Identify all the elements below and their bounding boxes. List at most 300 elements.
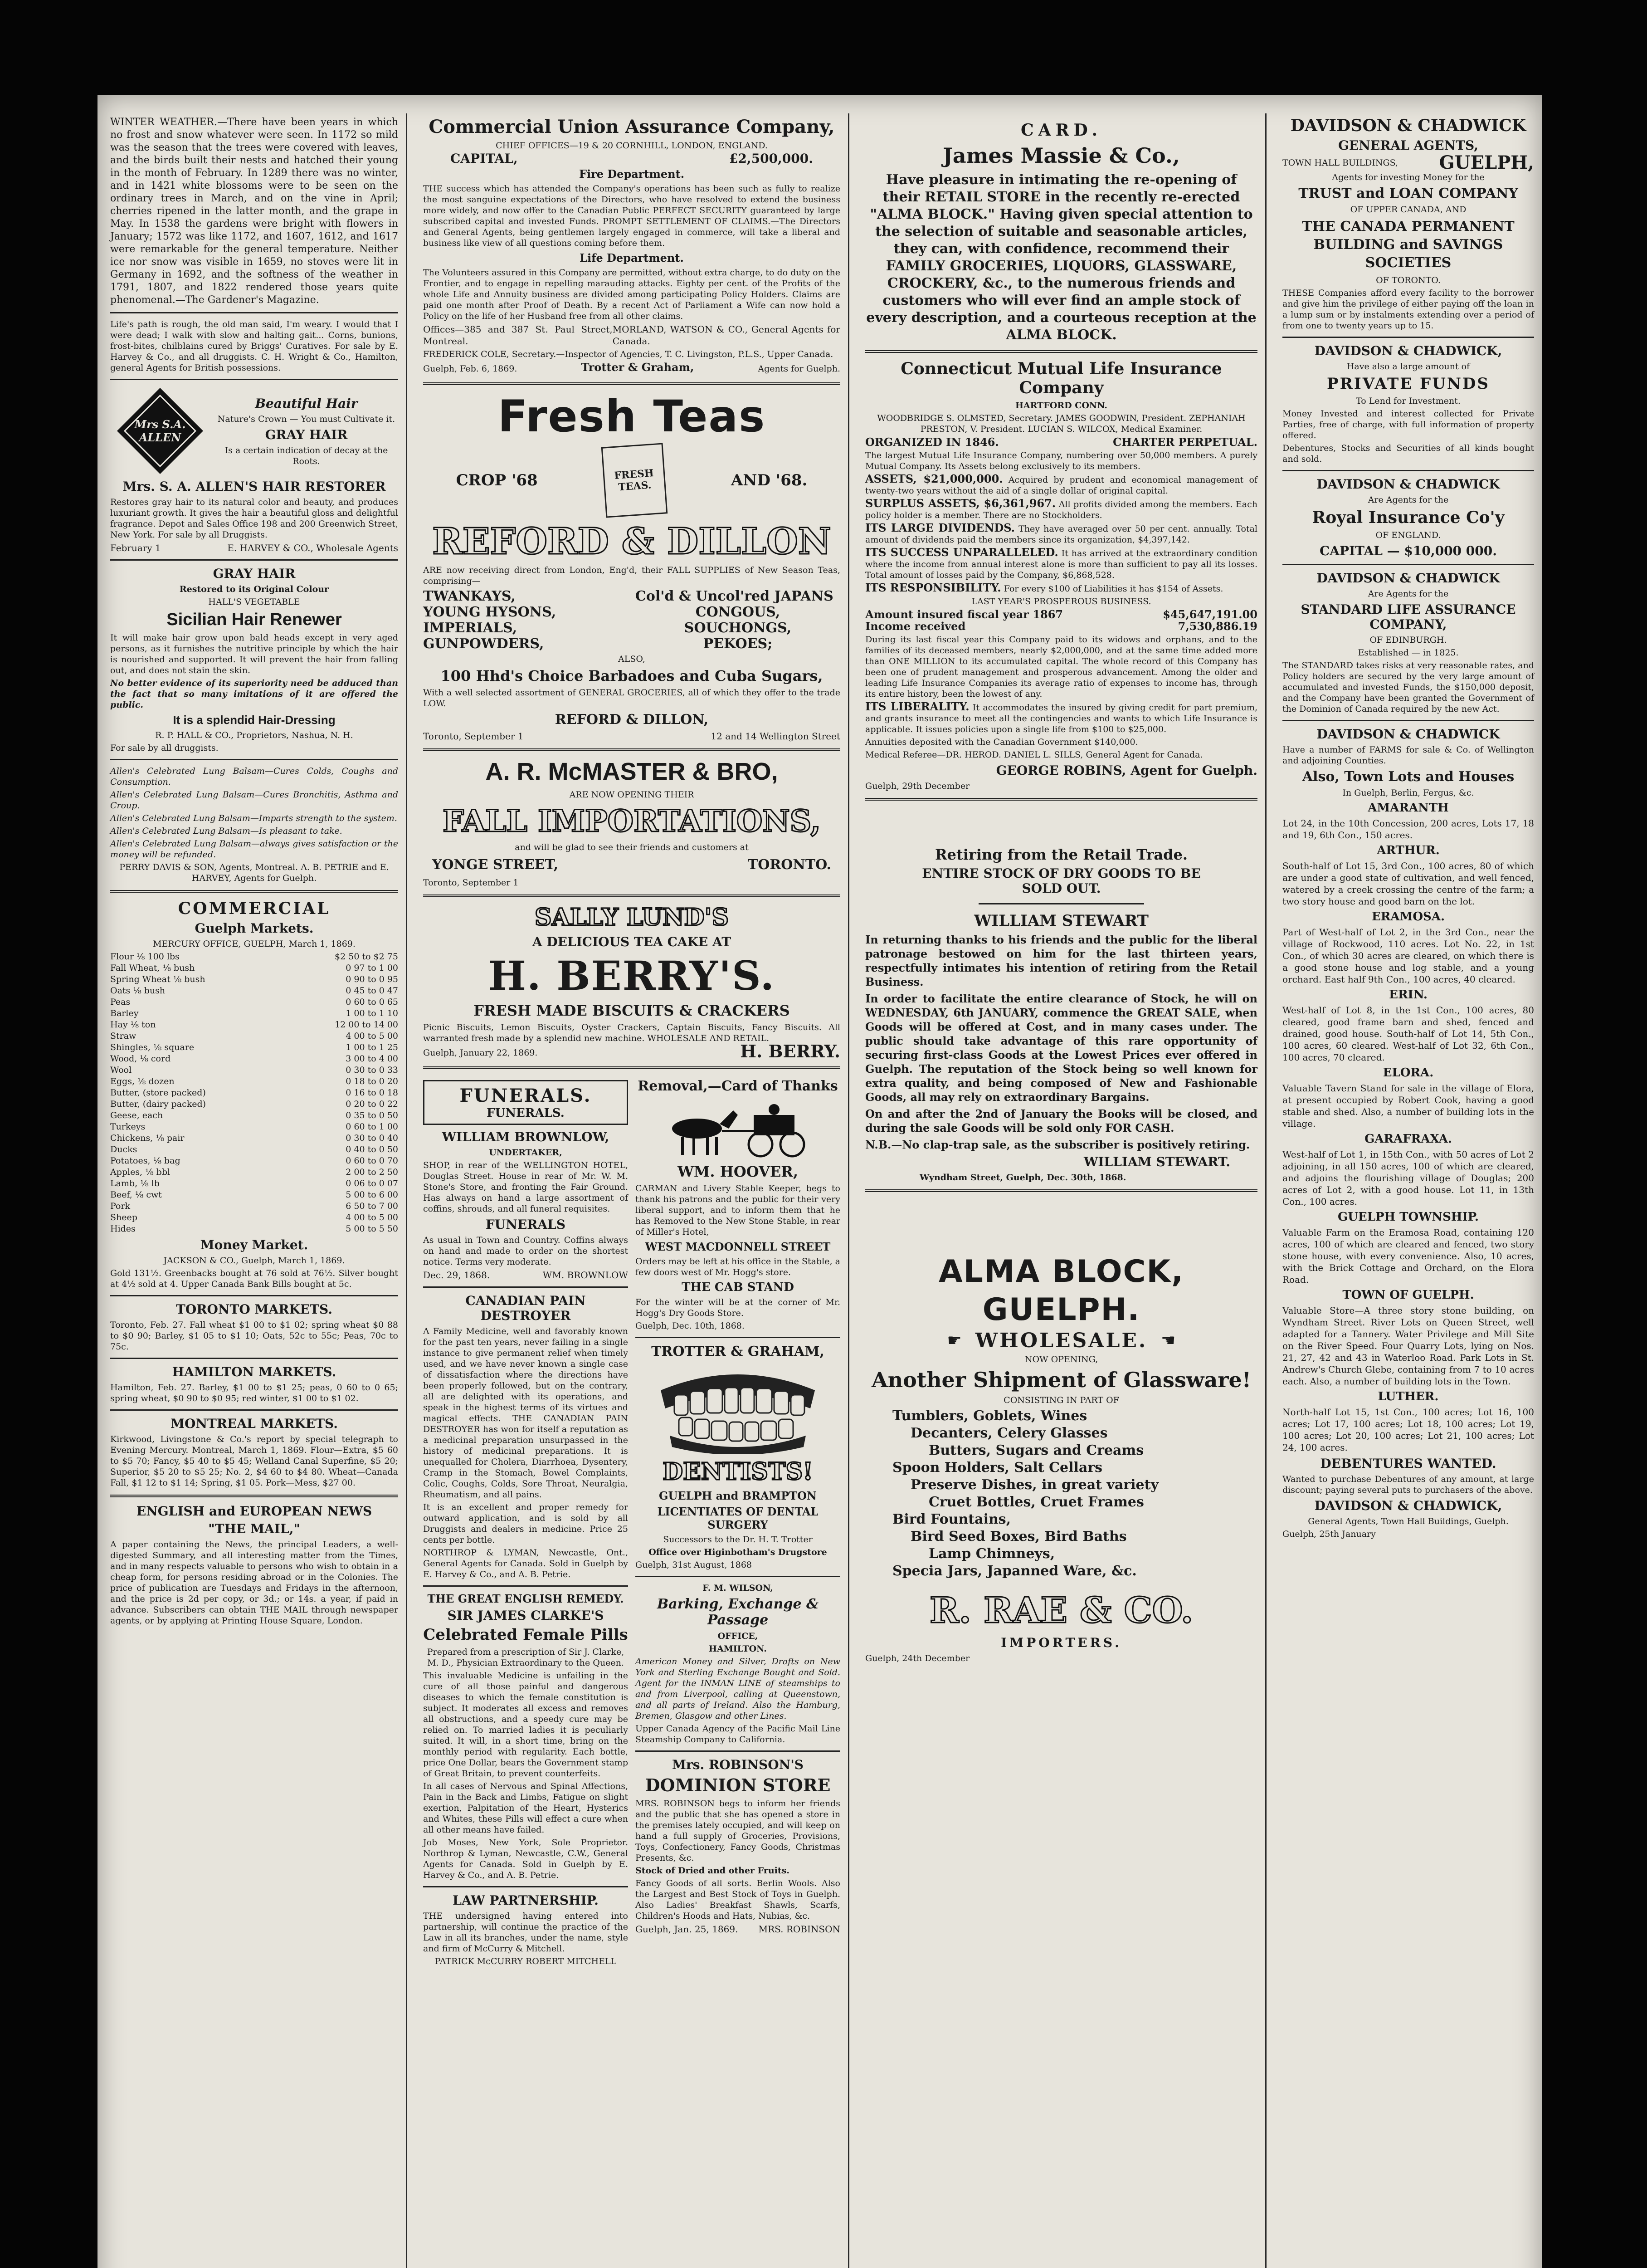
wilson-name: F. M. WILSON, (702, 1583, 773, 1593)
briggs-ad: Life's path is rough, the old man said, I'm weary. I would that I were dead; I walk with slow and halting gait... Corns, bunions, frost-bites, chilblains cured by Briggs' Curatives. For sale by E. Harvey & Co., and all druggists. C. H. Wright & Co., Hamilton, general Agents for British possessions. (110, 319, 398, 373)
mutual-title: Connecticut Mutual Life Insurance Company (901, 359, 1222, 397)
divider (423, 894, 840, 897)
fire-department-title: Fire Department. (579, 167, 685, 181)
reford-address: 12 and 14 Wellington Street (711, 731, 840, 742)
private-funds: PRIVATE FUNDS (1327, 375, 1490, 393)
dc-address-row (1282, 152, 1534, 173)
brownlow-footer (423, 1269, 628, 1281)
glassware-item: Spoon Holders, Salt Cellars (892, 1460, 1103, 1476)
robinson-date: Guelph, Jan. 25, 1869. (635, 1924, 738, 1935)
dentists-date: Guelph, 31st August, 1868 (635, 1560, 752, 1570)
divider (110, 1358, 398, 1359)
market-item: Oats ⅛ bush (110, 986, 166, 996)
divider (110, 890, 398, 893)
township-text: Part of West-half of Lot 2, in the 3rd Con., near the village of Rockwood, 110 acres. Lot No. 22, in 1st Con., of which 30 acres are cleared, on which there is a good stone house and log stable, and a young orchard. East half 9th Con., 100 acres, 40 cleared. (1282, 927, 1534, 985)
mutual-officers: WOODBRIDGE S. OLMSTED, Secretary. JAMES GOODWIN, President. ZEPHANIAH PRESTON, V. President. LUCIAN S. WILCOX, Medical Examiner. (877, 413, 1246, 434)
divider (423, 1066, 840, 1069)
law-text: THE undersigned having entered into partnership, will continue the practice of the Law in all its branches, under the name, style and firm of McCurry & Mitchell. (423, 1911, 628, 1954)
dentists-licentiates: LICENTIATES OF DENTAL SURGERY (657, 1505, 819, 1531)
debentures: Debentures, Stocks and Securities of all kinds bought and sold. (1282, 443, 1534, 464)
township-list (1282, 801, 1534, 1453)
funerals-box (423, 1080, 628, 1125)
berry-sign: H. BERRY. (740, 1041, 840, 1061)
tea-item: PEKOES; (703, 636, 773, 652)
of-toronto: OF TORONTO. (1376, 275, 1441, 285)
guelph-markets-subtitle: MERCURY OFFICE, GUELPH, March 1, 1869. (153, 939, 356, 949)
market-item: Chickens, ⅛ pair (110, 1133, 185, 1143)
stewart-text: In returning thanks to his friends and the public for the liberal patronage bestowed on him for the last thirteen years, respectfully intimates his intention of retiring from the Retail Business. (865, 933, 1257, 988)
dc3-text: Are Agents for the (1368, 495, 1449, 505)
market-item: Pork (110, 1201, 131, 1211)
market-item: Geese, each (110, 1110, 163, 1120)
stewart-location: Wyndham Street, Guelph, Dec. 30th, 1868. (920, 1173, 1126, 1183)
market-price: 0 60 to 0 70 (346, 1156, 398, 1166)
toronto-markets-title: TORONTO MARKETS. (176, 1302, 332, 1317)
column-2 (415, 113, 848, 2268)
tea-list (423, 588, 840, 652)
brownlow-text: SHOP, in rear of the WELLINGTON HOTEL, Douglas Street. House in rear of Mr. W. M. Stone's Store, and fronting the Fair Ground. Has always on hand a large assortment of coffins, shrouds, and all funeral requisites. (423, 1160, 628, 1214)
berry-date: Guelph, January 22, 1869. (423, 1048, 538, 1058)
commercial-title: COMMERCIAL (178, 899, 331, 918)
liberality-text: It accommodates the insured by giving credit for part premium, and grants insurance to meet all the contingencies and wants to which Life Insurance is applicable. It issues policies upon a single life from $100 to $25,000. (865, 703, 1258, 734)
market-row (110, 951, 398, 963)
market-price: 4 00 to 5 00 (346, 1031, 398, 1041)
charter: CHARTER PERPETUAL. (1113, 435, 1257, 449)
crop-row (423, 445, 840, 516)
allen-restorer-title: Mrs. S. A. ALLEN'S HAIR RESTORER (122, 479, 386, 494)
market-price: 0 06 to 0 07 (346, 1178, 398, 1188)
mail-title: ENGLISH and EUROPEAN NEWS (136, 1504, 372, 1519)
township-name: ELORA. (1383, 1066, 1434, 1080)
stewart-text-2: In order to facilitate the entire clearance of Stock, he will on WEDNESDAY, 6th JANUARY, commence the GREAT SALE, when Goods will be offered at Cost, and in many cases under. The public should take advantage of this rare opportunity of securing first-class Goods at the Lowest Prices ever offered in Guelph. The reputation of the Stock being so well known for extra quality, and being composed of New and Fashionable Goods, all may rely on extraordinary Bargains. (865, 992, 1257, 1104)
township-text: North-half Lot 15, 1st Con., 100 acres; Lot 16, 100 acres; Lot 17, 100 acres; Lot 18, 100 acres; Lot 19, 100 acres; Lot 20, 100 acres; Lot 21, 100 acres; Lot 24, 100 acres. (1282, 1407, 1534, 1453)
royal-insurance: Royal Insurance Co'y (1312, 508, 1505, 527)
tea-item: YOUNG HYSONS, (423, 604, 556, 620)
robinson-title: Mrs. ROBINSON'S (672, 1757, 804, 1772)
removal-title: Removal,—Card of Thanks (638, 1078, 838, 1094)
success-label: ITS SUCCESS UNPARALLELED. (865, 546, 1058, 559)
market-row (110, 1008, 398, 1019)
township-name: ERIN. (1389, 988, 1428, 1002)
market-row (110, 963, 398, 974)
mail-text: A paper containing the News, the principal Leaders, a well-digested Summary, and all interesting matter from the Times, and in many respects valuable to persons who wish to obtain in a cheap form, for persons residing abroad or in the Colonies. The price of publication are Tuesdays and Fridays in the afternoon, and the price is 2d per copy, or 3d.; or 14s. a year, if paid in advance. Subscribers can obtain THE MAIL through newspaper agents, or by applying at Printing House Square, London. (110, 1540, 398, 1626)
divider (865, 350, 1257, 353)
mcmaster-title: A. R. McMASTER & BRO, (485, 758, 778, 785)
fire-text: THE success which has attended the Company's operations has been such as fully to realize the most sanguine expectations of the Directors, who have resolved to extend the business more widely, and now offer to the Canadian Public PERFECT SECURITY guaranteed by large subscribed capital and invested Funds. PROMPT SETTLEMENT OF CLAIMS.—The Directors and General Agents, being gentlemen largely engaged in commerce, will take a liberal and business like view of all questions coming before them. (423, 184, 840, 248)
market-price: $2 50 to $2 75 (335, 952, 398, 962)
divider (110, 559, 398, 561)
balsam-line: Allen's Celebrated Lung Balsam—Imparts strength to the system. (110, 813, 397, 823)
female-pills-text: This invaluable Medicine is unfailing in the cure of all those painful and dangerous diseases to which the female constitution is subject. It moderates all excess and removes all obstructions, and a speedy cure may be relied on. To married ladies it is peculiarly suited. It will, in a short time, bring on the monthly period with regularity. Each bottle, price One Dollar, bears the Government stamp of Great Britain, to prevent counterfeits. (423, 1671, 628, 1779)
township-text: Valuable Store—A three story stone building, on Wyndham Street. River Lots on Queen Street, well adapted for a Tannery. Water Privilege and Mill Site on the River Speed. Four Quarry Lots, lying on Nos. 21, 27, 42 and 43 in Waterloo Road. Park Lots in St. Andrew's Church Glebe, containing from 7 to 10 acres each. Also, a number of building lots in the Town. (1282, 1305, 1534, 1387)
sicilian-dressing: It is a splendid Hair-Dressing (173, 713, 336, 727)
market-row (110, 1144, 398, 1155)
newspaper-page (97, 95, 1542, 2268)
hoover-text-2: Orders may be left at his office in the Stable, a few doors west of Mr. Hogg's store. (635, 1256, 840, 1277)
tea-chest-image (601, 443, 668, 518)
township-name: LUTHER. (1378, 1390, 1439, 1403)
robinson-stock: Stock of Dried and other Fruits. (635, 1866, 789, 1876)
reford-title: REFORD & DILLON (432, 520, 831, 562)
market-row (110, 1065, 398, 1076)
divider (110, 379, 398, 380)
gray-hair-title: GRAY HAIR (265, 427, 348, 442)
allen-agent: E. HARVEY & CO., Wholesale Agents (227, 543, 398, 553)
market-item: Barley (110, 1008, 139, 1018)
market-item: Ducks (110, 1144, 137, 1154)
also-label: ALSO, (618, 654, 645, 664)
town-lots: Also, Town Lots and Houses (1302, 769, 1515, 785)
dc5-title: DAVIDSON & CHADWICK (1316, 727, 1500, 742)
market-price: 1 00 to 1 10 (346, 1008, 398, 1018)
balsam-line: Allen's Celebrated Lung Balsam—Cures Bronchitis, Asthma and Croup. (110, 790, 398, 811)
mcmaster-address (423, 855, 840, 875)
insurance-trotter: Trotter & Graham, (581, 361, 694, 374)
divider (1282, 337, 1534, 338)
balsam-line: Allen's Celebrated Lung Balsam—Is pleasant to take. (110, 826, 342, 836)
market-item: Sheep (110, 1212, 137, 1222)
dentists-successors: Successors to the Dr. H. T. Trotter (663, 1535, 813, 1545)
glassware-item: Specia Jars, Japanned Ware, &c. (892, 1563, 1137, 1579)
balsam-agents: PERRY DAVIS & SON, Agents, Montreal. A. B. PETRIE and E. HARVEY, Agents for Guelph. (119, 862, 389, 883)
market-item: Wood, ⅛ cord (110, 1054, 171, 1064)
hoover-text: CARMAN and Livery Stable Keeper, begs to thank his patrons and the public for their very liberal support, and to inform them that he has Removed to the New Stone Stable, in rear of Miller's Hotel, (635, 1183, 840, 1237)
dc-guelph: GUELPH, (1439, 152, 1534, 173)
fall-importations: FALL IMPORTATIONS, (443, 803, 821, 839)
divider (1282, 564, 1534, 565)
crop-left: CROP '68 (456, 471, 538, 489)
reford-footer (423, 730, 840, 742)
market-item: Eggs, ⅛ dozen (110, 1076, 175, 1086)
organized: ORGANIZED IN 1846. (865, 435, 999, 449)
robinson-text-2: Fancy Goods of all sorts. Berlin Wools. Also the Largest and Best Stock of Toys in Guelph. Also Ladies' Breakfast Shawls, Scarfs, Children's Hoods and Hats, Nubias, &c. (635, 1878, 840, 1921)
dc5-text: Have a number of FARMS for sale & Co. of Wellington and adjoining Counties. (1282, 745, 1534, 766)
divider (1282, 720, 1534, 721)
dividends-label: ITS LARGE DIVIDENDS. (865, 521, 1015, 534)
beautiful-hair-title: Beautiful Hair (255, 396, 358, 411)
income-row (865, 621, 1257, 632)
glassware-title: Another Shipment of Glassware! (872, 1368, 1251, 1392)
stewart-nb: N.B.—No clap-trap sale, as the subscriber is positively retiring. (865, 1138, 1250, 1151)
market-price: 0 30 to 0 33 (346, 1065, 398, 1075)
funerals-heading: FUNERALS. (459, 1085, 592, 1106)
last-years: LAST YEAR'S PROSPEROUS BUSINESS. (971, 596, 1151, 606)
pain-destroyer-agents: NORTHROP & LYMAN, Newcastle, Ont., General Agents for Canada. Sold in Guelph by E. Harvey & Co., and A. B. Petrie. (423, 1548, 628, 1579)
insured-row (865, 609, 1257, 621)
divider (979, 903, 1144, 904)
standard-text: The STANDARD takes risks at very reasonable rates, and Policy holders are secured by the very large amount of accumulated and invested Funds, the $150,000 deposit, and the Company have been granted the Government of the Dominion of Canada required by the new Act. (1282, 660, 1534, 714)
assets-label: ASSETS, $21,000,000. (865, 472, 1003, 485)
market-row (110, 1019, 398, 1031)
market-item: Spring Wheat ⅛ bush (110, 974, 205, 984)
trust-loan: TRUST and LOAN COMPANY (1298, 186, 1518, 201)
tea-item: CONGOUS, (695, 604, 780, 620)
insured-label: Amount insured fiscal year 1867 (865, 608, 1063, 621)
market-row (110, 1099, 398, 1110)
pointing-hand-right-icon: ☛ (1161, 1331, 1176, 1350)
dentists-title: DENTISTS! (663, 1458, 813, 1486)
market-price: 0 18 to 0 20 (346, 1076, 398, 1086)
stewart-sign: WILLIAM STEWART. (1083, 1154, 1230, 1169)
biscuits-text: Picnic Biscuits, Lemon Biscuits, Oyster Crackers, Captain Biscuits, Fancy Biscuits. All warranted fresh made by a splendid new machine. WHOLESALE AND RETAIL. (423, 1022, 840, 1043)
beautiful-hair-subtitle: Nature's Crown — You must Cultivate it. (217, 414, 395, 424)
balsam-line: Allen's Celebrated Lung Balsam—Cures Colds, Coughs and Consumption. (110, 766, 398, 787)
insurance-date: Guelph, Feb. 6, 1869. (423, 364, 517, 374)
consisting-label: CONSISTING IN PART OF (1004, 1395, 1119, 1405)
invest-sub: To Lend for Investment. (1356, 396, 1461, 406)
pain-destroyer-text: A Family Medicine, well and favorably known for the past ten years, never failing in a single instance to give permanent relief when timely used, and we have never known a single case of dissatisfaction where the directions have been properly followed, but on the contrary, all are delighted with its operations, and speak in the highest terms of its virtues and magical effects. THE CANADIAN PAIN DESTROYER has won for itself a reputation as a medicinal preparation unsurpassed in the history of medicinal preparations. It is unequalled for Cholera, Diarrhoea, Dysentery, Cramp in the Stomach, Bowel Complaints, Colic, Coughs, Colds, Sore Throat, Neuralgia, Rheumatism, and all pains. (423, 1326, 628, 1500)
township-text: South-half of Lot 15, 3rd Con., 100 acres, 80 of which are under a good state of cultivation, and well fenced, watered by a creek crossing the centre of the farm; a two story house and good barn on the lot. (1282, 860, 1534, 907)
insurance-offices: CHIEF OFFICES—19 & 20 CORNHILL, LONDON, ENGLAND. (496, 141, 768, 151)
gray-hair-subtitle: Is a certain indication of decay at the Roots. (224, 445, 388, 466)
income-label: Income received (865, 620, 966, 633)
success-text: It has arrived at the extraordinary condition where the income from annual interest alone is more than sufficient to pay all its losses. Total amount of losses paid by the Company, $6,868,528. (865, 548, 1257, 580)
col2-right (635, 1075, 840, 1969)
brownlow-sign: WM. BROWNLOW (542, 1270, 628, 1281)
berrys-title: H. BERRY'S. (488, 952, 775, 999)
market-item: Peas (110, 997, 131, 1007)
market-price: 4 00 to 5 00 (346, 1212, 398, 1222)
divider (865, 1189, 1257, 1192)
canada-permanent: THE CANADA PERMANENT BUILDING and SAVINGS SOCIETIES (1302, 219, 1515, 271)
market-row (110, 1223, 398, 1235)
yonge-street: YONGE STREET, (432, 857, 559, 873)
sicilian-emphasis: No better evidence of its superiority need be adduced than the fact that so many imitations of it are offered the public. (110, 678, 398, 710)
mutual-body: During its last fiscal year this Company paid to its widows and orphans, and to the families of its deceased members, nearly $2,000,000, and at the same time added more than ONE MILLION to its accumulated capital. The whole record of this Company has been one of prudent management and prosperous advancement. Among the older and leading Life Insurance Companies its average ratio of expenses to income has, through its entire history, been the lowest of any. (865, 635, 1257, 699)
robinson-sign: MRS. ROBINSON (758, 1924, 840, 1935)
market-row (110, 1189, 398, 1201)
divider (110, 759, 398, 760)
assets-text: Acquired by prudent and economical management of twenty-two years without the aid of a single dollar of original capital. (865, 475, 1257, 496)
clarke-title: SIR JAMES CLARKE'S (447, 1608, 604, 1623)
brownlow-text-2: As usual in Town and Country. Coffins always on hand and made to order on the shortest notice. Terms very moderate. (423, 1235, 628, 1267)
gray-hair-2-title: GRAY HAIR (213, 566, 296, 581)
column-3 (857, 113, 1266, 2268)
market-item: Butter, (store packed) (110, 1088, 206, 1098)
market-price: 2 00 to 2 50 (346, 1167, 398, 1177)
town-lots-sub: In Guelph, Berlin, Fergus, &c. (1342, 788, 1474, 798)
hoover-date: Guelph, Dec. 10th, 1868. (635, 1321, 745, 1331)
glassware-item: Cruet Bottles, Cruet Frames (929, 1494, 1144, 1510)
divider (110, 1495, 398, 1497)
money-invested: Money Invested and interest collected for Private Parties, free of charge, with full information of property offered. (1282, 409, 1534, 440)
market-price: 5 00 to 6 00 (346, 1190, 398, 1200)
col2-split (423, 1075, 840, 1969)
tea-item: IMPERIALS, (423, 620, 517, 636)
market-row (110, 974, 398, 985)
dc3-title: DAVIDSON & CHADWICK (1316, 477, 1500, 492)
mail-subtitle: "THE MAIL," (208, 1521, 300, 1536)
balsam-line: Allen's Celebrated Lung Balsam—always gives satisfaction or the money will be refunded. (110, 839, 398, 860)
biscuits-title: FRESH MADE BISCUITS & CRACKERS (473, 1002, 790, 1019)
halls-label: HALL'S VEGETABLE (208, 597, 300, 607)
tea-item: Col'd & Uncol'red JAPANS (635, 588, 833, 604)
market-price: 0 40 to 0 50 (346, 1144, 398, 1154)
insured-value: $45,647,191.00 (1163, 608, 1257, 621)
glassware-item: Bird Fountains, (892, 1511, 1011, 1527)
divider (1282, 470, 1534, 471)
hoover-title: WM. HOOVER, (677, 1163, 798, 1180)
wholesale-row (865, 1329, 1257, 1352)
insurance-title: Commercial Union Assurance Company, (429, 116, 835, 137)
montreal-markets-title: MONTREAL MARKETS. (170, 1416, 338, 1431)
market-price: 0 60 to 0 65 (346, 997, 398, 1007)
tea-item: TWANKAYS, (423, 588, 516, 604)
hhds-line: 100 Hhd's Choice Barbadoes and Cuba Sugars, (440, 667, 823, 684)
crop-right: AND '68. (731, 471, 808, 489)
winter-weather-article: WINTER WEATHER.—There have been years in which no frost and snow whatever were seen. In 1172 so mild was the season that the trees were covered with leaves, and the birds built their nests and hatched their young in the month of February. In 1289 there was no winter, and in 1421 white blossoms were to be seen on the ordinary trees in March, and on the vine in April; cherries ripened in the latter month, and the grape in May. In 1538 the gardens were bright with flowers in January; 1572 was like 1172, and 1607, 1612, and 1617 were remarkable for the general temperature. Neither ice nor snow was visible in 1659, no stoves were lit in Germany in 1692, and the softness of the weather in 1791, 1807, and 1822 rendered those years quite phenomenal.—The Gardener's Magazine. (110, 117, 398, 306)
now-opening: NOW OPENING, (1024, 1354, 1098, 1364)
mcmaster-opening: ARE NOW OPENING THEIR (569, 790, 694, 800)
township-name: AMARANTH (1368, 801, 1449, 815)
cab-stand-title: THE CAB STAND (682, 1281, 794, 1294)
market-price: 6 50 to 7 00 (346, 1201, 398, 1211)
dc2-title: DAVIDSON & CHADWICK, (1314, 343, 1502, 358)
berry-footer (423, 1041, 840, 1061)
massie-text: Have pleasure in intimating the re-opening of their RETAIL STORE in the recently re-erected "ALMA BLOCK." Having given special attention to the selection of suitable and seasonable articles, they can, with confidence, recommend their FAMILY GROCERIES, LIQUORS, GLASSWARE, CROCKERY, &c., to the numerous friends and customers who will ever find an ample stock of every description, and a courteous reception at the ALMA BLOCK. (866, 172, 1257, 343)
female-pills-sub: Prepared from a prescription of Sir J. Clarke, M. D., Physician Extraordinary to the Queen. (427, 1647, 624, 1668)
dividends-text: They have averaged over 50 per cent. annually. Total amount of dividends paid the members since its organization, $4,397,142. (865, 524, 1257, 545)
township-text: Lot 24, in the 10th Concession, 200 acres, Lots 17, 18 and 19, 6th Con., 150 acres. (1282, 818, 1534, 841)
retiring-title: Retiring from the Retail Trade. (935, 846, 1188, 863)
wholesale-label: WHOLESALE. (975, 1329, 1148, 1352)
stewart-title: WILLIAM STEWART (974, 912, 1149, 930)
market-item: Lamb, ⅛ lb (110, 1178, 160, 1188)
market-row (110, 985, 398, 997)
mutual-referee: Medical Referee—DR. HEROD. DANIEL L. SILLS, General Agent for Canada. (865, 750, 1203, 760)
dc-town-hall: TOWN HALL BUILDINGS, (1282, 158, 1398, 168)
entire-stock: ENTIRE STOCK OF DRY GOODS TO BE SOLD OUT. (922, 866, 1201, 896)
market-row (110, 1167, 398, 1178)
of-edinburgh: OF EDINBURGH. (1369, 635, 1447, 645)
life-text: The Volunteers assured in this Company are permitted, without extra charge, to do duty on the Frontier, and to engage in repelling marauding attacks. Eighty per cent. of the Profits of the whole Life and Annuity business are divided among participating Policy Holders. Claims are paid one month after Proof of Death. By a recent Act of Parliament a Wife can now hold a Policy on the life of her Husband free from all other claims. (423, 268, 840, 321)
toronto-label: TORONTO. (747, 857, 831, 873)
tea-cake: A DELICIOUS TEA CAKE AT (532, 934, 731, 949)
funerals-heading-2: FUNERALS. (487, 1106, 565, 1120)
wilson-location: HAMILTON. (709, 1644, 767, 1654)
mutual-date: Guelph, 29th December (865, 781, 970, 791)
sicilian-sale: For sale by all druggists. (110, 743, 219, 753)
divider (110, 1295, 398, 1296)
established: Established — in 1825. (1358, 648, 1459, 658)
sicilian-agent: R. P. HALL & CO., Proprietors, Nashua, N. H. (155, 730, 353, 740)
market-row (110, 1212, 398, 1223)
sicilian-text: It will make hair grow upon bald heads except in very aged persons, as it furnishes the nutritive principle by which the hair is nourished and supported. It will prevent the hair from falling out, and does not stain the skin. (110, 633, 398, 675)
township-name: GUELPH TOWNSHIP. (1338, 1210, 1479, 1224)
brownlow-date: Dec. 29, 1868. (423, 1270, 490, 1281)
rae-title: R. RAE & CO. (929, 1590, 1194, 1631)
market-price: 3 00 to 4 00 (346, 1054, 398, 1064)
market-item: Shingles, ⅛ square (110, 1042, 195, 1052)
pointing-hand-left-icon: ☛ (947, 1331, 962, 1350)
allen-diamond-logo (110, 386, 210, 476)
market-row (110, 1087, 398, 1099)
township-name: TOWN OF GUELPH. (1342, 1288, 1474, 1302)
brownlow-sub: UNDERTAKER, (489, 1148, 562, 1158)
market-price: 5 00 to 5 50 (346, 1224, 398, 1234)
income-value: 7,530,886.19 (1178, 620, 1257, 633)
divider (423, 1886, 628, 1887)
remedy-title: THE GREAT ENGLISH REMEDY. (427, 1592, 624, 1605)
market-item: Hay ⅛ ton (110, 1020, 156, 1030)
glassware-item: Tumblers, Goblets, Wines (892, 1408, 1087, 1424)
dc-date: Guelph, 25th January (1282, 1529, 1376, 1539)
debentures-text: Wanted to purchase Debentures of any amount, at large discount; paying several puts to purchasers of the above. (1282, 1474, 1534, 1495)
glassware-item: Bird Seed Boxes, Bird Baths (911, 1529, 1127, 1545)
divider (635, 1750, 840, 1752)
divider (110, 312, 398, 313)
dentists-location: GUELPH and BRAMPTON (659, 1489, 817, 1502)
sicilian-title: Sicilian Hair Renewer (166, 610, 342, 629)
wilson-text: American Money and Silver, Drafts on New York and Sterling Exchange Bought and Sold. Agent for the INMAN LINE of steamships to and from Liverpool, calling at Queenstown, and all parts of Ireland. Also the Hamburg, Bremen, Glasgow and other Lines. (635, 1657, 840, 1721)
glassware-list (865, 1408, 1257, 1580)
market-row (110, 997, 398, 1008)
pain-destroyer-text-2: It is an excellent and proper remedy for outward application, and is sold by all Druggists and dealers in medicine. Price 25 cents per bottle. (423, 1502, 628, 1545)
market-price: 0 97 to 1 00 (346, 963, 398, 973)
liberality-label: ITS LIBERALITY. (865, 700, 970, 713)
column-1 (102, 113, 406, 2268)
divider (423, 748, 840, 751)
divider (635, 1337, 840, 1338)
law-names: PATRICK McCURRY ROBERT MITCHELL (434, 1956, 617, 1966)
law-title: LAW PARTNERSHIP. (453, 1893, 599, 1908)
allen-ad-header (110, 386, 398, 476)
tea-chest-label: FRESH TEAS. (614, 467, 654, 494)
market-item: Flour ⅛ 100 lbs (110, 952, 180, 962)
divider (865, 798, 1257, 801)
market-price: 0 16 to 0 18 (346, 1088, 398, 1098)
dc-title: DAVIDSON & CHADWICK (1290, 116, 1526, 135)
stewart-text-3: On and after the 2nd of January the Books will be closed, and during the sale Goods will be sold only FOR CASH. (865, 1107, 1257, 1134)
glassware-item: Lamp Chimneys, (929, 1546, 1055, 1562)
massie-title: James Massie & Co., (943, 143, 1180, 168)
surplus-text: All profits divided among the members. Each policy holder is a member. There are no Stockholders. (865, 499, 1258, 520)
market-price: 0 35 to 0 50 (346, 1110, 398, 1120)
gray-hair-2-subtitle: Restored to its Original Colour (179, 584, 329, 594)
divider (110, 1409, 398, 1411)
fresh-teas-title: Fresh Teas (497, 391, 766, 442)
divider (635, 1576, 840, 1577)
royal-capital: CAPITAL — $10,000 000. (1320, 543, 1497, 558)
glassware-item: Decanters, Celery Glasses (911, 1425, 1108, 1441)
money-market-text: Gold 131½. Greenbacks bought at 76 sold at 76½. Silver bought at 4½ sold at 4. Upper Canada Bank Bills bought at 5c. (110, 1268, 398, 1289)
divider (423, 1286, 628, 1288)
toronto-markets-text: Toronto, Feb. 27. Fall wheat $1 00 to $1 02; spring wheat $0 88 to $0 90; Barley, $1 05 to $1 10; Oats, 52c to 55c; Peas, 70c to 75c. (110, 1320, 398, 1352)
glassware-item: Preserve Dishes, in great variety (911, 1477, 1159, 1493)
allen-restorer-text: Restores gray hair to its natural color and beauty, and produces luxuriant growth. It gives the hair a beautiful gloss and delightful fragrance. Depot and Sales Office 198 and 200 Greenwich Street, New York. For sale by all Druggists. (110, 497, 398, 540)
horse-carriage-icon (656, 1097, 819, 1160)
market-price: 0 90 to 0 95 (346, 974, 398, 984)
female-pills-text-2: In all cases of Nervous and Spinal Affections, Pain in the Back and Limbs, Fatigue on slight exertion, Palpitation of the Heart, Hysterics and Whites, these Pills will effect a cure when all other means have failed. (423, 1781, 628, 1835)
mutual-agents: Annuities deposited with the Canadian Government $140,000. (865, 737, 1138, 747)
mutual-subtitle: HARTFORD CONN. (1015, 401, 1108, 411)
dc-sign: DAVIDSON & CHADWICK, (1314, 1498, 1502, 1513)
township-name: GARAFRAXA. (1364, 1132, 1452, 1146)
wilson-title: Barking, Exchange & Passage (657, 1596, 819, 1628)
allen-footer (110, 542, 398, 554)
market-price: 0 60 to 1 00 (346, 1122, 398, 1132)
capital-label: CAPITAL, (450, 151, 518, 166)
allen-date: February 1 (110, 543, 161, 553)
rae-date: Guelph, 24th December (865, 1653, 970, 1663)
insurance-footer (423, 362, 840, 376)
standard-life: STANDARD LIFE ASSURANCE COMPANY, (1301, 602, 1516, 632)
dc-agents-for: Agents for investing Money for the (1332, 172, 1485, 182)
township-name: ARTHUR. (1377, 844, 1440, 857)
col2-left (423, 1075, 628, 1969)
money-market-title: Money Market. (200, 1237, 308, 1252)
market-price: 12 00 to 14 00 (335, 1020, 398, 1030)
